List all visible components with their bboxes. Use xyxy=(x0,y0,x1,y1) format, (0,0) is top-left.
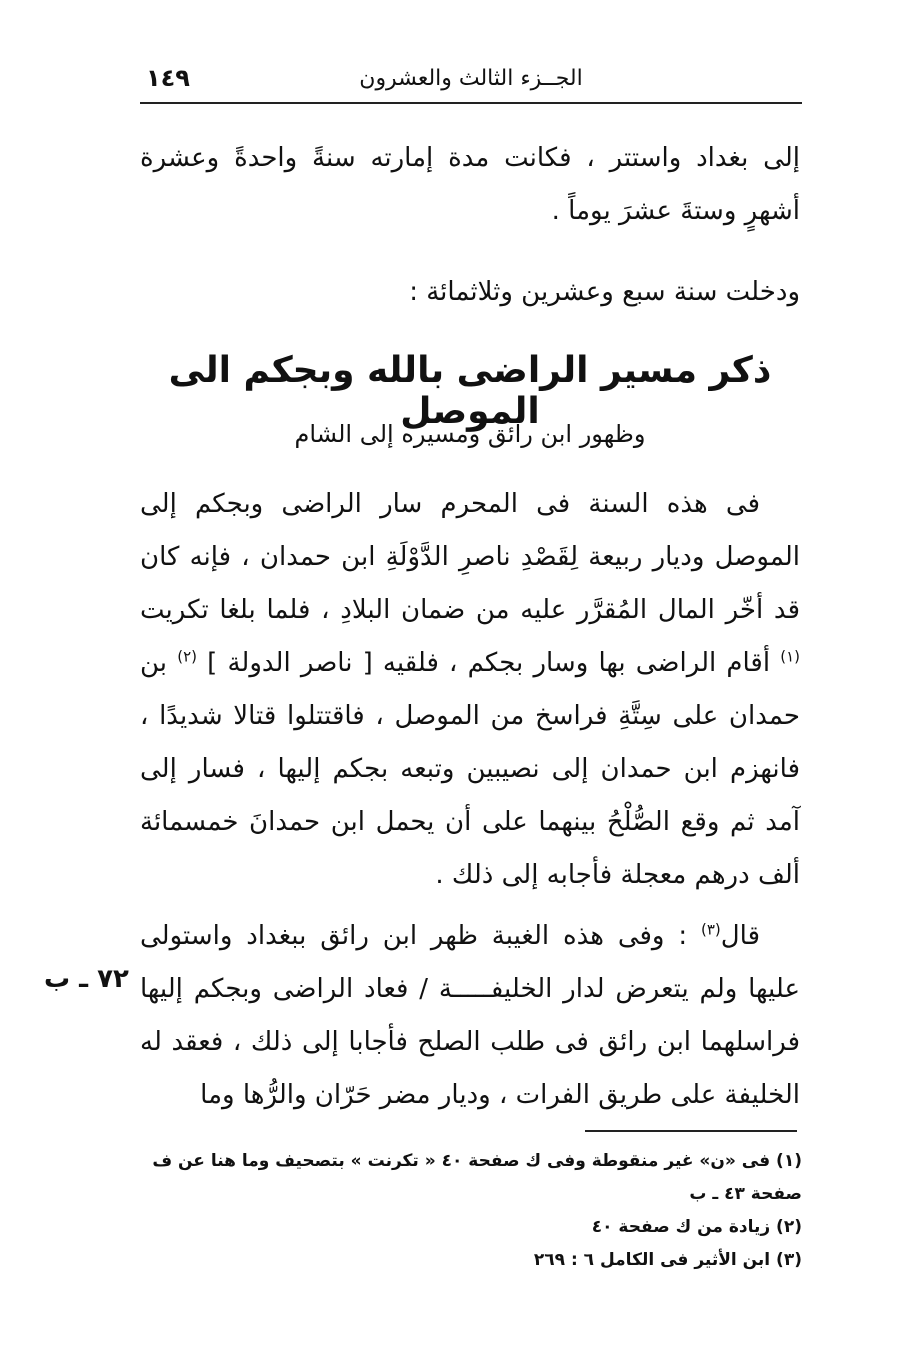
footnote-ref-1[interactable]: (١) xyxy=(780,647,801,666)
section-heading: ذكر مسير الراضى بالله وبجكم الى الموصل xyxy=(168,350,772,432)
main-text-part2: أقام الراضى بها وسار بجكم ، فلقيه [ ناصر الدولة ] xyxy=(207,648,771,678)
footnote-1: (١) فى «ن» غير منقوطة وفى ك صفحة ٤٠ « تكرنت » بتصحيف وما هنا عن ف صفحة ٤٣ ـ ب xyxy=(152,1151,802,1204)
footnotes xyxy=(140,1145,802,1277)
page-number: ١٤٩ xyxy=(146,64,190,92)
paragraph-top xyxy=(140,132,800,238)
footnote-3: (٣) ابن الأثير فى الكامل ٦ : ٢٦٩ xyxy=(533,1250,802,1270)
main-text-part3: بن حمدان على سِتَّةِ فراسخ من الموصل ، فاقتتلوا قتالا شديدًا ، فانهزم ابن حمدان إلى نصيبين وتبعه بجكم إليها ، فسار إلى آمد ثم وقع الصُّلْحُ بينهما على أن يحمل ابن حمدانَ خمسمائة ألف درهم معجلة فأجابه إلى ذلك . xyxy=(140,648,800,890)
main-text-part1: فى هذه السنة فى المحرم سار الراضى وبجكم إلى الموصل وديار ربيعة لِقَصْدِ ناصرِ الدَّوْلَةِ ابن حمدان ، فإنه كان قد أخّر المال المُقرَّر عليه من ضمان البلادِ ، فلما بلغا تكريت xyxy=(140,489,800,625)
paragraph-qal-text xyxy=(140,910,800,1122)
margin-folio-note: ٧٢ ـ ب xyxy=(44,964,129,994)
footnote-2: (٢) زيادة من ك صفحة ٤٠ xyxy=(591,1217,802,1237)
year-line-block xyxy=(140,266,800,319)
footnote-ref-2[interactable]: (٢) xyxy=(177,647,197,666)
footnote-divider xyxy=(585,1130,797,1132)
qal-text: : وفى هذه الغيبة ظهر ابن رائق ببغداد واستولى عليها ولم يتعرض لدار الخليفـــــة / فعاد الراضى وبجكم إليها فراسلهما ابن رائق فى طلب الصلح فأجابا إلى ذلك ، فعقد له الخليفة على طريق الفرات ، وديار مضر حَرّان والرُّها وما xyxy=(140,921,800,1110)
section-subheading: وظهور ابن رائق ومسيره إلى الشام xyxy=(294,420,646,448)
paragraph-main xyxy=(140,478,800,902)
footnote-ref-3[interactable]: (٣) xyxy=(700,920,721,939)
paragraph-qal xyxy=(140,910,800,1122)
year-line: ودخلت سنة سبع وعشرين وثلاثمائة : xyxy=(409,277,800,307)
paragraph-main-text xyxy=(140,478,800,902)
header-title: الجــزء الثالث والعشرون xyxy=(359,66,583,91)
running-header xyxy=(140,62,802,104)
qal-word: قال xyxy=(720,921,760,951)
paragraph-text: إلى بغداد واستتر ، فكانت مدة إمارته سنةً واحدةً وعشرة أشهرٍ وستةَ عشرَ يوماً . xyxy=(140,143,800,226)
